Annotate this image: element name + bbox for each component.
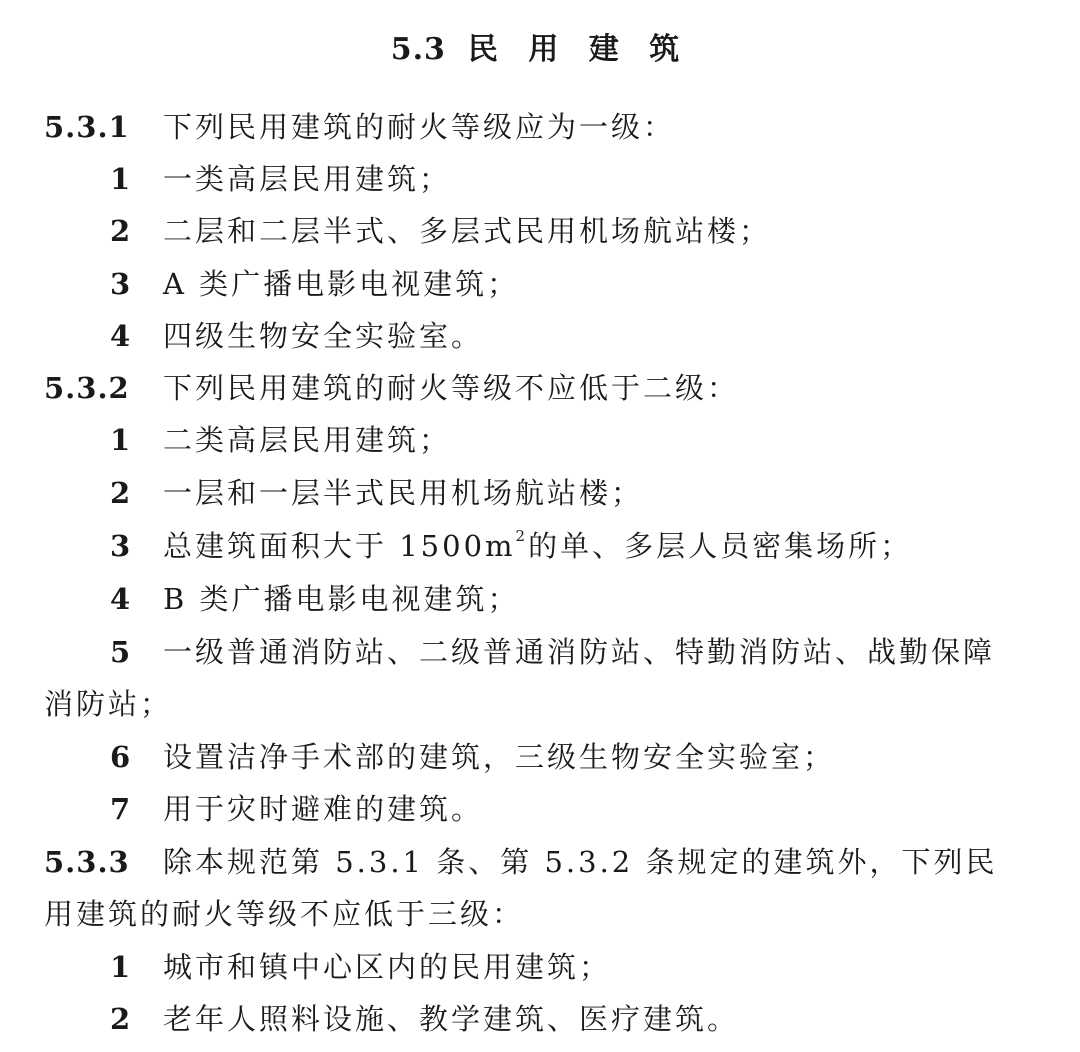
section-heading: 民 用 建 筑 xyxy=(467,32,690,67)
item-text: 二类高层民用建筑； xyxy=(163,423,452,457)
item-number: 3 xyxy=(110,267,134,301)
item-text-after: 的单、多层人员密集场所； xyxy=(528,529,913,563)
item-text: 一级普通消防站、二级普通消防站、特勤消防站、战勤保障 xyxy=(163,635,996,669)
clause-text: 除本规范第 5.3.1 条、第 5.3.2 条规定的建筑外，下列民 xyxy=(163,845,998,879)
section-title xyxy=(0,24,1080,68)
item-text: 老年人照料设施、教学建筑、医疗建筑。 xyxy=(163,1002,740,1036)
item-text: B 类广播电影电视建筑； xyxy=(163,582,520,616)
item-number: 3 xyxy=(110,529,134,563)
item-text: 一层和一层半式民用机场航站楼； xyxy=(163,476,644,510)
clause-number: 5.3.2 xyxy=(44,371,130,405)
item-number: 4 xyxy=(110,319,134,353)
item-text-before: 总建筑面积大于 1500m xyxy=(163,529,516,563)
item-number: 2 xyxy=(110,476,134,510)
item-number: 1 xyxy=(110,423,134,457)
superscript: 2 xyxy=(515,527,529,546)
item-number: 5 xyxy=(110,635,134,669)
item-number: 1 xyxy=(110,162,134,196)
clause-number: 5.3.3 xyxy=(44,845,130,879)
item-text: 二层和二层半式、多层式民用机场航站楼； xyxy=(163,214,772,248)
item-text: 四级生物安全实验室。 xyxy=(163,319,484,353)
item-number: 1 xyxy=(110,950,134,984)
item-text-continuation: 消防站； xyxy=(44,687,173,721)
section-number: 5.3 xyxy=(390,32,446,67)
item-text: 一类高层民用建筑； xyxy=(163,162,452,196)
clause-text-continuation: 用建筑的耐火等级不应低于三级： xyxy=(44,897,525,931)
item-number: 2 xyxy=(110,1002,134,1036)
item-text xyxy=(163,520,912,572)
item-number: 6 xyxy=(110,740,134,774)
item-number: 4 xyxy=(110,582,134,616)
item-number: 2 xyxy=(110,214,134,248)
clause-number: 5.3.1 xyxy=(44,110,130,144)
item-text: 设置洁净手术部的建筑，三级生物安全实验室； xyxy=(163,740,836,774)
item-text: 城市和镇中心区内的民用建筑； xyxy=(163,950,612,984)
item-text: A 类广播电影电视建筑； xyxy=(163,267,520,301)
clause-text: 下列民用建筑的耐火等级应为一级： xyxy=(163,110,676,144)
clause-text: 下列民用建筑的耐火等级不应低于二级： xyxy=(163,371,740,405)
item-text: 用于灾时避难的建筑。 xyxy=(163,792,484,826)
item-number: 7 xyxy=(110,792,134,826)
